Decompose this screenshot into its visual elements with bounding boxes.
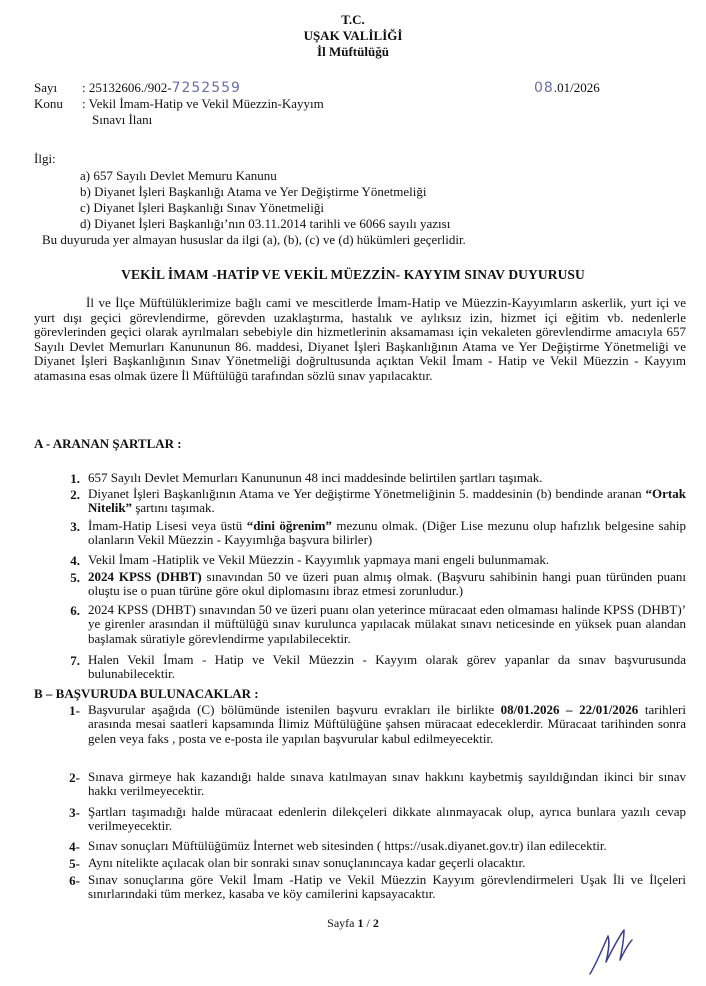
section-b-heading: B – BAŞVURUDA BULUNACAKLAR : <box>34 686 259 701</box>
ilgi-item-b: b) Diyanet İşleri Başkanlığı Atama ve Yer Değiştirme Yönetmeliği <box>80 184 427 199</box>
konu-line2: Sınavı İlanı <box>92 112 153 127</box>
intro-paragraph: İl ve İlçe Müftülüklerimize bağlı cami ve mescitlerde İmam-Hatip ve Müezzin-Kayyımların askerlik, yurt içi ve yurt dışı geçici görevlendirme, görevden uzaklaştırma, hastalık ve aylıksız izin, hizmet içi eğitim vb. nedenlerle görevlerinden geçici olarak ayrılmaları sebebiyle din hizmetlerinin aksamaması için vekaleten görevlendirme amacıyla 657 Sayılı Devlet Memurları Kanununun 86. maddesi, Diyanet İşleri Başkanlığının Atama ve Yer Değiştirme Yönetmeliği ve Diyanet İşleri Başkanlığının Sınav Yönetmeliği doğrultusunda açıktan Vekil İmam - Hatip ve Vekil Müezzin - Kayyım atamasına esas olmak üzere İl Müftülüğü tarafından sözlü sınav yapılacaktır. <box>34 295 686 383</box>
section-b-item-6: Sınav sonuçlarına göre Vekil İmam -Hatip ve Vekil Müezzin Kayyım görevlendirmeleri Uşak İli ve İlçeleri sınırlarındaki tüm merkez, kasaba ve köy camilerini kapsayacaktır. <box>88 872 686 902</box>
section-a-item-6-number: 6. <box>70 603 80 618</box>
document-date <box>534 80 600 96</box>
section-b-item-2: Sınava girmeye hak kazandığı halde sınava katılmayan sınav hakkını kaybetmiş sayıldığından ikinci bir sınav hakkı verilmeyecektir. <box>88 769 686 799</box>
section-a-item-5-number: 5. <box>70 570 80 585</box>
header-mufluluk: İl Müftülüğü <box>317 44 389 59</box>
section-b-item-2-number: 2- <box>69 770 80 785</box>
section-a-item-4-number: 4. <box>70 553 80 568</box>
section-b-item-3: Şartları taşımadığı halde müracaat edenlerin dilekçeleri dikkate alınmayacak olup, ayrıca bunlara yazılı cevap verilmeyecektir. <box>88 804 686 834</box>
ilgi-item-d: d) Diyanet İşleri Başkanlığı’nın 03.11.2014 tarihli ve 6066 sayılı yazısı <box>80 216 451 231</box>
sayi-label: Sayı <box>34 80 58 95</box>
section-b-item-6-number: 6- <box>69 873 80 888</box>
section-b-item-4: Sınav sonuçları Müftülüğümüz İnternet web sitesinden ( https://usak.diyanet.gov.tr) ilan edilecektir. <box>88 838 607 853</box>
header-valilik: UŞAK VALİLİĞİ <box>303 28 403 43</box>
section-a-item-2-number: 2. <box>70 487 80 502</box>
section-a-item-1: 657 Sayılı Devlet Memurları Kanununun 48 inci maddesinde belirtilen şartları taşımak. <box>88 470 543 485</box>
section-a-heading: A - ARANAN ŞARTLAR : <box>34 436 182 451</box>
section-a-item-4: Vekil İmam -Hatiplik ve Vekil Müezzin - Kayyımlık yapmaya mani engeli bulunmamak. <box>88 552 550 567</box>
section-b-item-5: Aynı nitelikte açılacak olan bir sonraki sınav sonuçlanıncaya kadar geçerli olacaktır. <box>88 855 526 870</box>
ilgi-item-c: c) Diyanet İşleri Başkanlığı Sınav Yönetmeliği <box>80 200 324 215</box>
section-a-item-6: 2024 KPSS (DHBT) sınavından 50 ve üzeri puanı olan yeterince müracaat eden olmaması halinde KPSS (DHBT)’ ye girenler arasından il müftülüğü sınav kurulunca yapılacak mülakat sınavı neticesinde en yüksek puan alandan başlamak süratiyle görevlendirme yapılabilecektir. <box>88 602 686 646</box>
sayi-value <box>82 80 241 96</box>
ilgi-item-a: a) 657 Sayılı Devlet Memuru Kanunu <box>80 168 277 183</box>
section-a-item-2: Diyanet İşleri Başkanlığının Atama ve Yer değiştirme Yönetmeliğinin 5. maddesinin (b) bendinde aranan “Ortak Nitelik” şartını taşımak. <box>88 486 686 516</box>
ilgi-label: İlgi: <box>34 151 56 166</box>
announcement-title: VEKİL İMAM -HATİP VE VEKİL MÜEZZİN- KAYYIM SINAV DUYURUSU <box>121 267 585 282</box>
section-b-item-1-number: 1- <box>69 703 80 718</box>
signature-paraf <box>586 920 642 978</box>
sayi-number: : 25132606./902- <box>82 80 172 95</box>
section-a-item-7-number: 7. <box>70 653 80 668</box>
konu-line1: : Vekil İmam-Hatip ve Vekil Müezzin-Kayyım <box>82 96 324 111</box>
ilgi-note: Bu duyuruda yer almayan hususlar da ilgi (a), (b), (c) ve (d) hükümleri geçerlidir. <box>42 232 466 247</box>
section-a-item-7: Halen Vekil İmam - Hatip ve Vekil Müezzin - Kayyım olarak görev yapanlar da sınav başvurusunda bulunabilecektir. <box>88 652 686 682</box>
header-tc: T.C. <box>341 12 365 27</box>
section-a-item-3: İmam-Hatip Lisesi veya üstü “dini öğrenim” mezunu olmak. (Diğer Lise mezunu olup hafızlık belgesine sahip olanların Vekil Müezzin - Kayyımlığa başvura bilirler) <box>88 518 686 548</box>
page-number: Sayfa 1 / 2 <box>327 916 379 930</box>
section-b-item-3-number: 3- <box>69 805 80 820</box>
date-rest: .01/2026 <box>553 80 600 95</box>
section-b-item-5-number: 5- <box>69 856 80 871</box>
sayi-handwritten: 7252559 <box>171 80 241 96</box>
date-handwritten: 08 <box>534 80 554 96</box>
section-b-item-1: Başvurular aşağıda (C) bölümünde istenilen başvuru evrakları ile birlikte 08/01.2026 – 22/01/2026 tarihleri arasında mesai saatleri kapsamında İlimiz Müftülüğüne şahsen müracaat edeceklerdir. Müracaat tarihinden sonra gelen veya faks , posta ve e-posta ile yapılan başvurular kabul edilmeyecektir. <box>88 702 686 746</box>
section-a-item-3-number: 3. <box>70 519 80 534</box>
konu-label: Konu <box>34 96 63 111</box>
section-a-item-5: 2024 KPSS (DHBT) sınavından 50 ve üzeri puan almış olmak. (Başvuru sahibinin hangi puan türünden puanı oluştu ise o puan türüne göre okul diplomasını ibraz etmesi zorunludur.) <box>88 569 686 599</box>
section-b-item-4-number: 4- <box>69 839 80 854</box>
section-a-item-1-number: 1. <box>70 471 80 486</box>
